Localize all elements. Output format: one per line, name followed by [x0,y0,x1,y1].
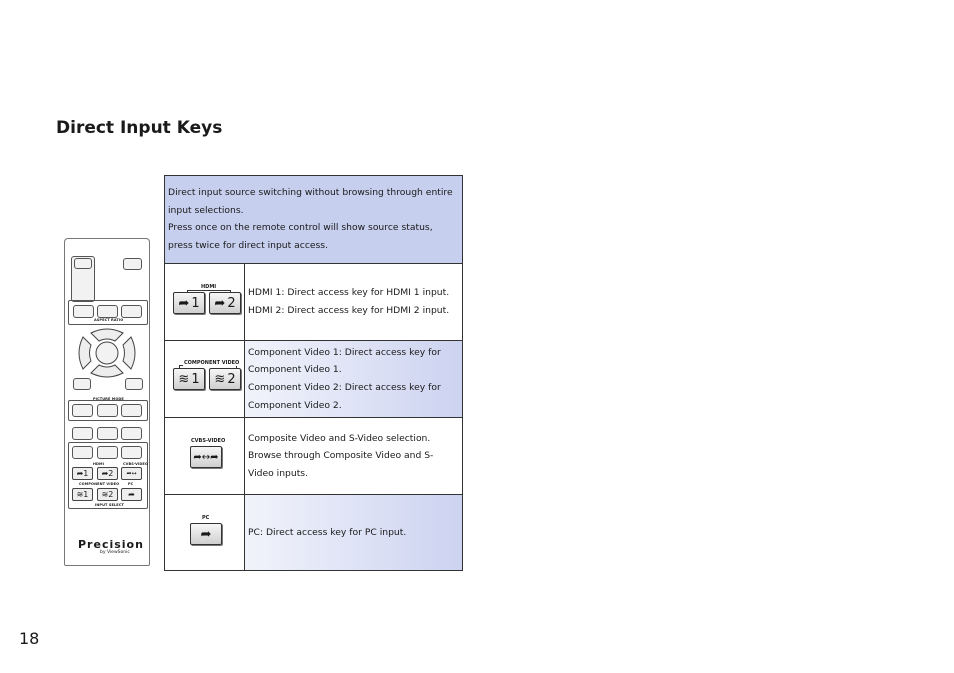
direct-input-keys-table [164,175,463,571]
component-keys-cell [165,341,245,417]
remote-hdmi-label: HDMI [93,462,105,466]
page-number: 18 [19,629,40,648]
component-description [246,341,462,417]
remote-control-illustration [64,238,150,566]
remote-pc-button: ➦ [121,488,142,501]
remote-button [72,427,93,440]
remote-button [97,427,118,440]
hdmi-keys-cell [165,264,245,340]
aspect-ratio-label: ASPECT RATIO [94,318,124,322]
cvbs-key [190,446,222,468]
cvbs-key-label: CVBS-VIDEO [191,438,226,444]
remote-pc-label: PC [128,482,134,486]
hdmi1-description: HDMI 1: Direct access key for HDMI 1 input. [248,287,450,299]
remote-component2-button: ≋2 [97,488,118,501]
plug-icon: ➦ [178,295,190,311]
plug-arrow-plug-icon: ➦↔➦ [193,451,219,463]
remote-button [121,404,142,417]
hdmi1-key-number: 1 [191,295,200,311]
vga-plug-icon: ➦ [200,526,212,542]
remote-hdmi2-button: ➦2 [97,467,118,480]
pc-description [246,495,462,570]
picture-mode-label: PICTURE MODE [93,397,124,401]
pc-key [190,523,222,545]
remote-button [73,378,91,390]
component2-key-number: 2 [227,371,236,387]
remote-button [121,427,142,440]
remote-cvbs-label: CVBS-VIDEO [123,462,148,466]
pc-description-text: PC: Direct access key for PC input. [248,526,407,538]
input-select-label: INPUT SELECT [95,503,124,507]
remote-component1-button: ≋1 [72,488,93,501]
component2-description: Component Video 2: Direct access key for Component Video 2. [248,382,441,411]
remote-hdmi1-button: ➦1 [72,467,93,480]
remote-button [125,378,143,390]
hdmi2-key [209,292,241,314]
hdmi-key-label: HDMI [201,284,217,290]
cvbs-description-text: Composite Video and S-Video selection. Browse through Composite Video and S-Video inputs. [248,432,434,479]
component-key-label: COMPONENT VIDEO [184,360,240,366]
cvbs-description [246,418,462,494]
remote-button [121,305,142,318]
cvbs-keys-cell [165,418,245,494]
table-row-component [165,341,462,418]
intro-line-1: Direct input source switching without browsing through entire input selections. [168,187,453,216]
brand-sub-logo: by ViewSonic [100,550,130,555]
table-row-pc [165,495,462,570]
remote-button [97,404,118,417]
hdmi-description [246,264,462,340]
remote-button [97,305,118,318]
dpad-icon [75,327,141,383]
remote-button [123,258,142,270]
pc-keys-cell [165,495,245,570]
brand-logo: Precision [78,538,144,551]
component2-key [209,368,241,390]
intro-line-2: Press once on the remote control will show source status, press twice for direct input access. [168,222,433,251]
remote-button [97,446,118,459]
remote-cvbs-button: ➦↔ [121,467,142,480]
hdmi2-key-number: 2 [227,295,236,311]
plug-icon: ➦ [214,295,226,311]
pc-key-label: PC [202,515,210,521]
remote-component-label: COMPONENT VIDEO [79,482,120,486]
component1-description: Component Video 1: Direct access key for Component Video 1. [248,346,441,376]
component1-key-number: 1 [191,371,200,387]
remote-button [73,305,94,318]
table-row-hdmi [165,264,462,341]
table-intro [165,176,462,264]
remote-button [72,446,93,459]
hdmi2-description: HDMI 2: Direct access key for HDMI 2 input. [248,305,450,316]
remote-button [74,258,92,269]
remote-button [72,404,93,417]
table-row-cvbs [165,418,462,495]
hdmi1-key [173,292,205,314]
triple-plug-icon: ≋ [178,371,190,387]
component1-key [173,368,205,390]
triple-plug-icon: ≋ [214,371,226,387]
remote-button [121,446,142,459]
page-title: Direct Input Keys [56,118,223,138]
